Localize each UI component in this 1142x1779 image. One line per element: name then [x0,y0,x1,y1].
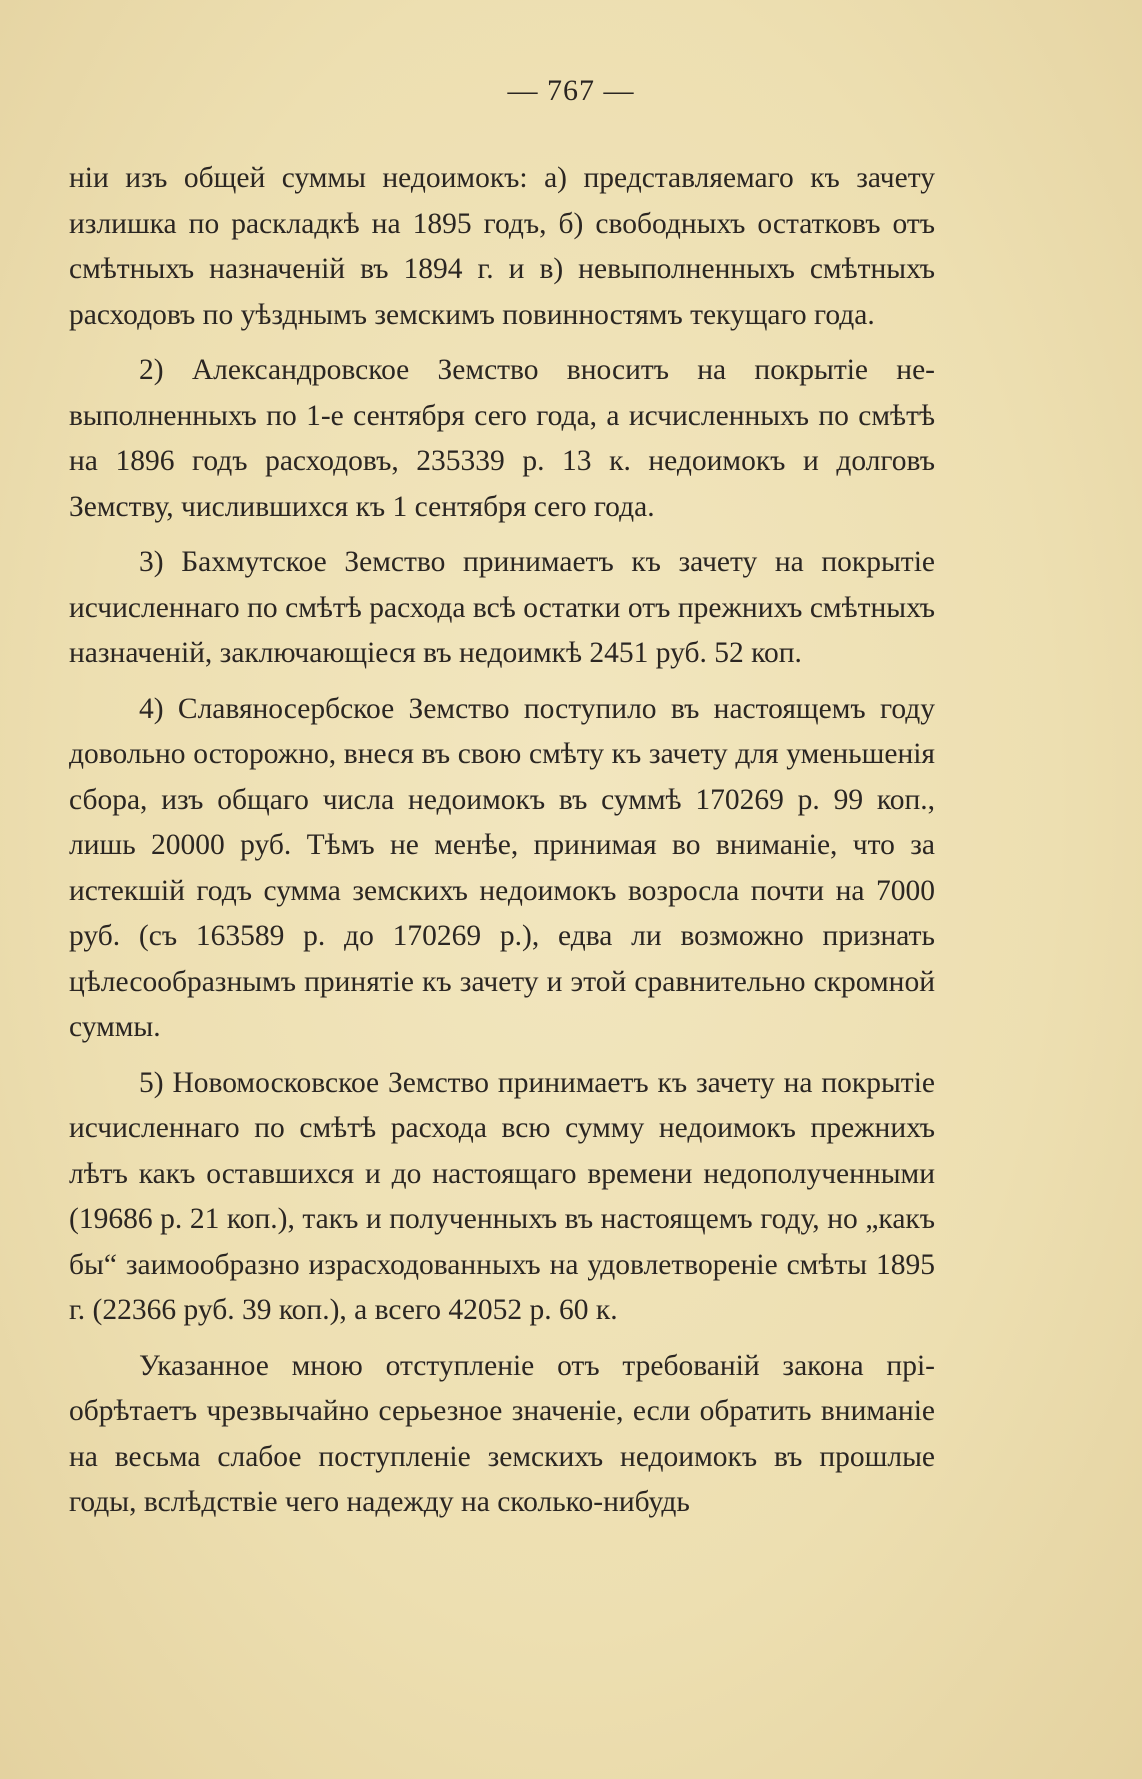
paragraph-slavyanoserbskoe: 4) Славяносербское Земство поступило въ настоящемъ году довольно осторожно, внеся въ свою смѣту къ зачету для уменьшенiя сбора, изъ общаго числа недоимокъ въ суммѣ 170269 р. 99 коп., лишь 20000 руб. Тѣмъ не менѣе, принимая во вниманiе, что за истекшiй годъ сумма земскихъ недоимокъ возросла почти на 7000 руб. (съ 163589 р. до 170269 р.), едва ли возможно признать цѣлесообразнымъ принятiе къ зачету и этой сравнительно скромной суммы. [69,692,935,1043]
page-body [69,156,935,1526]
paragraph-aleksandrovskoe: 2) Александровское Земство вноситъ на покрытiе невыполненныхъ по 1-е сентября сего года, а исчисленныхъ по смѣтѣ на 1896 годъ расходовъ, 235339 р. 13 к. недоимокъ и долговъ Земству, числившихся къ 1 сентября сего года. [69,354,935,523]
paragraph-continuation: нiи изъ общей суммы недоимокъ: а) представляемаго къ зачету излишка по раскладкѣ на 1895 годъ, б) свободныхъ остатковъ отъ смѣтныхъ назначенiй въ 1894 г. и в) невыполненныхъ смѣтныхъ расходовъ по уѣзднымъ земскимъ повинностямъ текущаго года. [69,162,935,331]
paragraph-conclusion: Указанное мною отступленiе отъ требованiй закона прiобрѣтаетъ чрезвычайно серьезное значенiе, если обратить вниманiе на весьма слабое поступленiе земскихъ недоимокъ въ прошлые годы, вслѣдствiе чего надежду на сколько-нибудь [69,1349,935,1518]
paragraph-bakhmutskoe: 3) Бахмутское Земство принимаетъ къ зачету на покрытiе исчисленнаго по смѣтѣ расхода всѣ остатки отъ прежнихъ смѣтныхъ назначенiй, заключающiеся въ недоимкѣ 2451 руб. 52 коп. [69,546,935,669]
page-number: — 767 — [507,74,635,107]
paragraph-novomoskovskoe: 5) Новомосковское Земство принимаетъ къ зачету на покрытiе исчисленнаго по смѣтѣ расхода всю сумму недоимокъ прежнихъ лѣтъ какъ оставшихся и до настоящаго времени недополученными (19686 р. 21 коп.), такъ и полученныхъ въ настоящемъ году, но „какъ бы“ заимообразно израсходованныхъ на удовлетворенiе смѣты 1895 г. (22366 руб. 39 коп.), а всего 42052 р. 60 к. [69,1066,935,1326]
